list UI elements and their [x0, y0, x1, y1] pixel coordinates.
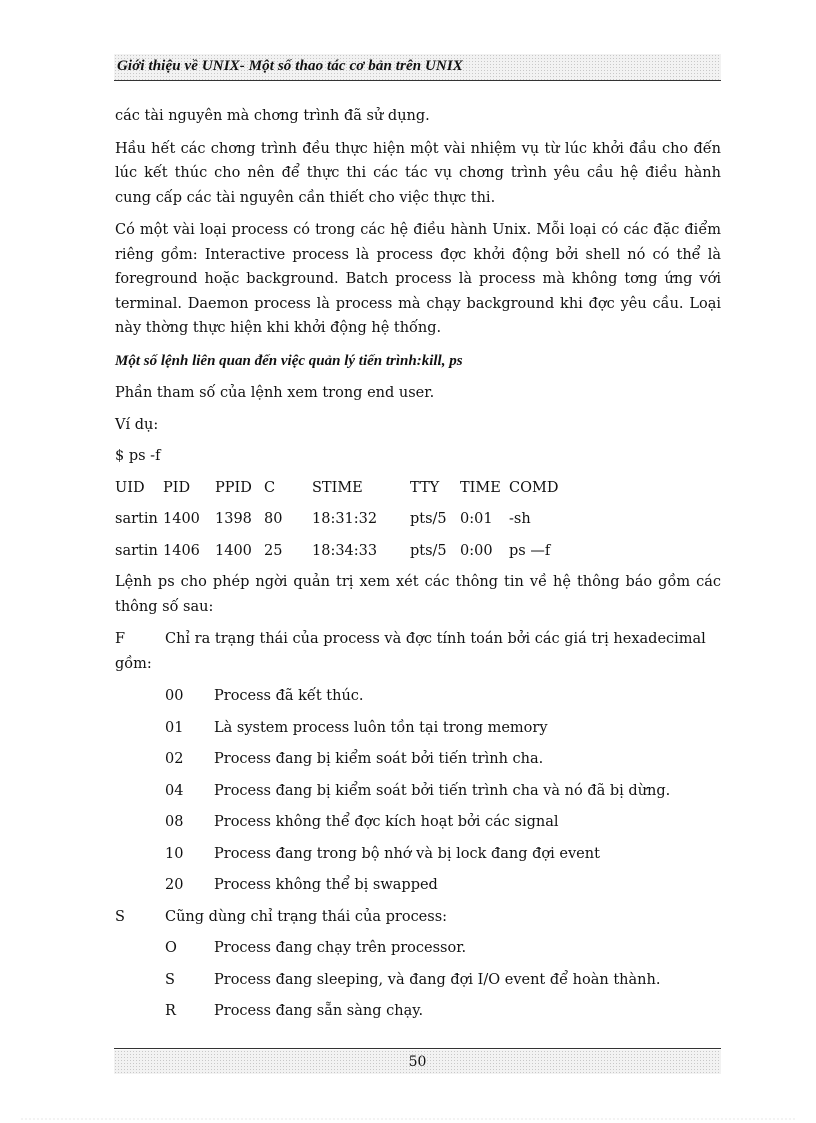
flag-value-desc: Process đang trong bộ nhớ và bị lock đang đợi event	[214, 845, 600, 862]
flag-value-code: 00	[165, 688, 184, 704]
flag-value-desc: Process không thể bị swapped	[214, 877, 438, 893]
flag-value-row	[165, 842, 721, 867]
flag-value-desc: Là system process luôn tồn tại trong memory	[214, 719, 548, 736]
flag-value-desc: Process đã kết thúc.	[214, 688, 364, 704]
ps-cell: 1400	[215, 542, 252, 559]
flag-value-code: 20	[165, 877, 184, 893]
ps-cell: 1406	[163, 542, 200, 559]
ps-cell: ps —f	[509, 542, 551, 559]
ps-header-cell: UID	[115, 479, 145, 496]
section-heading: Một số lệnh liên quan đến việc quản lý tiến trình:kill, ps	[115, 352, 463, 369]
flag-value-code: 02	[165, 751, 184, 767]
ps-cell: 0:00	[460, 542, 493, 559]
flag-value-code: 01	[165, 719, 184, 736]
page-edge-dots	[20, 1118, 796, 1120]
flag-value-code: S	[165, 971, 175, 988]
flag-key: F	[115, 631, 126, 647]
header-title: Giới thiệu về UNIX- Một số thao tác cơ bản trên UNIX	[117, 58, 463, 74]
flag-value-row	[165, 968, 721, 993]
flag-value-row	[165, 747, 721, 772]
command-line: $ ps -f	[115, 448, 161, 464]
flag-s-row	[115, 905, 721, 930]
page-number: 50	[408, 1054, 427, 1070]
flag-value-code: 08	[165, 814, 184, 830]
paragraph-resources: các tài nguyên mà chơng trình đã sử dụng.	[115, 108, 430, 124]
ps-header-cell: COMD	[509, 479, 559, 496]
flag-value-row	[165, 684, 721, 709]
example-label: Ví dụ:	[115, 416, 159, 433]
flag-value-row	[165, 873, 721, 898]
flag-value-desc: Process đang chạy trên processor.	[214, 940, 467, 956]
ps-header-cell: C	[264, 479, 276, 496]
ps-header-cell: TTY	[410, 479, 440, 496]
flag-value-row	[165, 936, 721, 961]
ps-cell: 18:31:32	[312, 511, 378, 527]
ps-header-cell: PPID	[215, 479, 252, 496]
ps-cell: sartin	[115, 542, 158, 559]
ps-data-row	[115, 507, 721, 532]
flag-value-row	[165, 810, 721, 835]
flag-value-code: R	[165, 1003, 176, 1019]
flag-f-block	[115, 627, 721, 898]
flag-value-code: 04	[165, 782, 184, 799]
flag-value-desc: Process đang sleeping, và đang đợi I/O event để hoàn thành.	[214, 971, 661, 988]
ps-cell: 0:01	[460, 511, 493, 527]
ps-cell: 25	[264, 542, 283, 559]
ps-header-cell: STIME	[312, 479, 363, 496]
flag-value-desc: Process đang sẵn sàng chạy.	[214, 1003, 424, 1019]
flag-value-row	[165, 999, 721, 1024]
ps-cell: -sh	[509, 511, 531, 527]
flag-desc: Chỉ ra trạng thái của process và đợc tính toán bởi các giá trị hexadecimal	[165, 631, 706, 647]
ps-cell: 1400	[163, 511, 200, 527]
flag-f-row	[115, 627, 721, 652]
flag-value-row	[165, 716, 721, 741]
flag-value-desc: Process đang bị kiểm soát bởi tiến trình cha.	[214, 751, 544, 767]
paragraph-process-types: Có một vài loại process có trong các hệ điều hành Unix. Mỗi loại có các đặc điểm riêng gồm: Interactive process là process đợc khởi động bởi shell nó có thể là foreground hoặc background. Batch process là process mà không tơng ứng với terminal. Daemon process là process mà chạy background khi đợc yêu cầu. Loại này thờng thực hiện khi khởi động hệ thống.	[115, 222, 721, 336]
flag-value-code: O	[165, 940, 177, 956]
ps-intro: Lệnh ps cho phép ngời quản trị xem xét các thông tin về hệ thông báo gồm các thông số sau:	[115, 574, 721, 615]
ps-cell: 80	[264, 511, 283, 527]
page-footer	[114, 1050, 721, 1074]
page-header	[114, 54, 721, 81]
flag-value-desc: Process đang bị kiểm soát bởi tiến trình cha và nó đã bị dừng.	[214, 782, 671, 799]
flag-value-row	[165, 779, 721, 804]
ps-cell: pts/5	[410, 511, 447, 527]
page-content	[115, 104, 721, 1031]
flag-s-block	[115, 905, 721, 1024]
ps-cell: sartin	[115, 511, 158, 527]
flag-key: S	[115, 908, 125, 925]
ps-cell: 18:34:33	[312, 542, 378, 559]
flag-value-code: 10	[165, 845, 184, 862]
flag-value-desc: Process không thể đợc kích hoạt bởi các signal	[214, 814, 559, 830]
ps-cell: 1398	[215, 511, 252, 527]
ps-header-cell: PID	[163, 479, 191, 496]
footer-rule	[114, 1048, 721, 1049]
ps-header-row	[115, 476, 721, 501]
paragraph-programs: Hầu hết các chơng trình đều thực hiện một vài nhiệm vụ từ lúc khởi đầu cho đến lúc kết thúc cho nên để thực thi các tác vụ chơng trình yêu cầu hệ điều hành cung cấp các tài nguyên cần thiết cho việc thực thi.	[115, 140, 721, 206]
ps-header-cell: TIME	[460, 479, 501, 496]
ps-data-row	[115, 539, 721, 564]
ps-cell: pts/5	[410, 542, 447, 559]
flag-desc-cont: gồm:	[115, 655, 152, 672]
param-note: Phần tham số của lệnh xem trong end user.	[115, 385, 435, 401]
flag-desc: Cũng dùng chỉ trạng thái của process:	[165, 908, 448, 925]
